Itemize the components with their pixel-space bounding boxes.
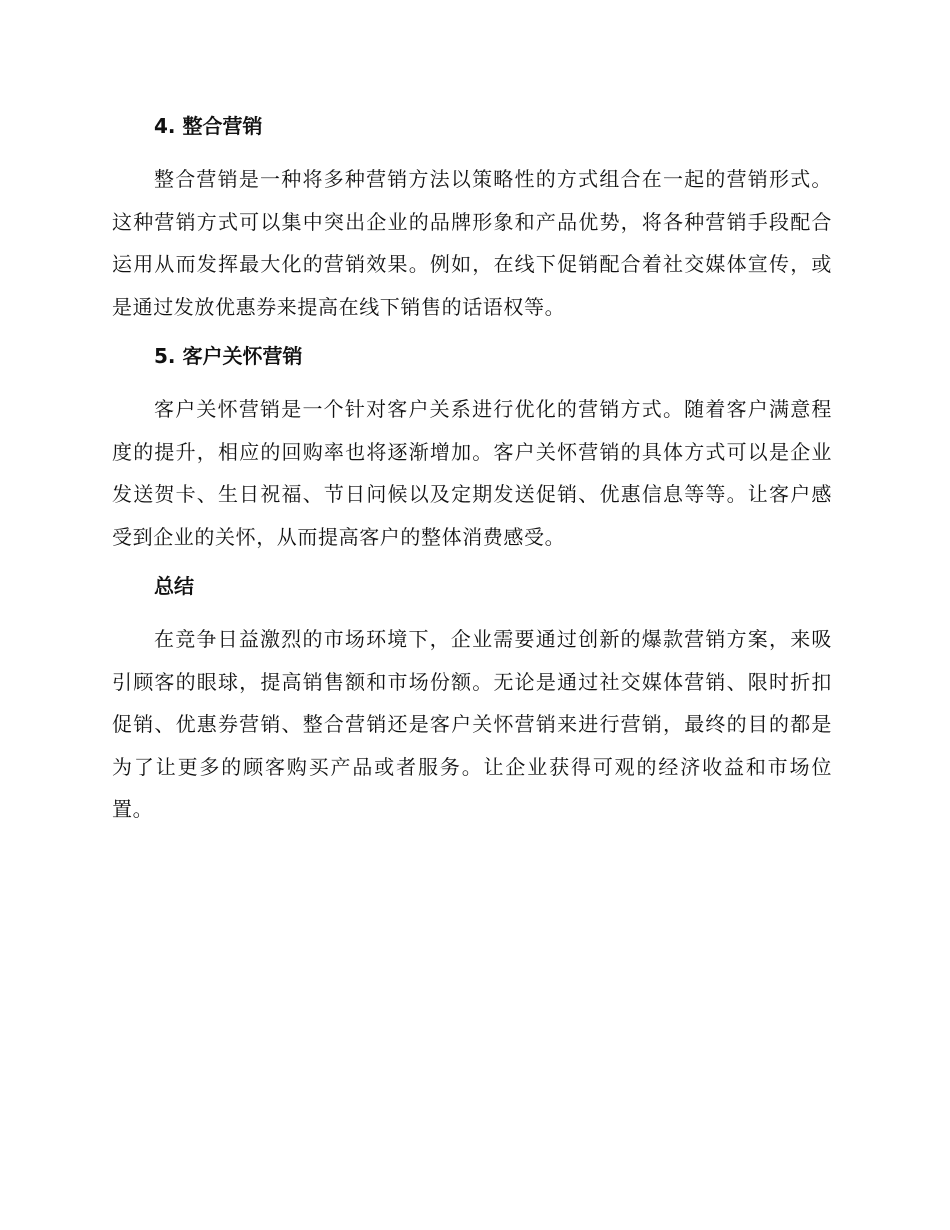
- section-heading-customer-care-marketing: 5. 客户关怀营销: [154, 344, 303, 368]
- section-paragraph-summary: 在竞争日益激烈的市场环境下，企业需要通过创新的爆款营销方案，来吸引顾客的眼球，提高销售额和市场份额。无论是通过社交媒体营销、限时折扣促销、优惠券营销、整合营销还是客户关怀营销来进行营销，最终的目的都是为了让更多的顾客购买产品或者服务。让企业获得可观的经济收益和市场位置。: [112, 627, 832, 821]
- section-heading-summary: 总结: [154, 574, 194, 598]
- section-heading-integrated-marketing: 4. 整合营销: [154, 114, 263, 138]
- section-paragraph-integrated-marketing: 整合营销是一种将多种营销方法以策略性的方式组合在一起的营销形式。这种营销方式可以集中突出企业的品牌形象和产品优势，将各种营销手段配合运用从而发挥最大化的营销效果。例如，在线下促销配合着社交媒体宣传，或是通过发放优惠券来提高在线下销售的话语权等。: [112, 167, 832, 319]
- section-paragraph-customer-care-marketing: 客户关怀营销是一个针对客户关系进行优化的营销方式。随着客户满意程度的提升，相应的回购率也将逐渐增加。客户关怀营销的具体方式可以是企业发送贺卡、生日祝福、节日问候以及定期发送促销、优惠信息等等。让客户感受到企业的关怀，从而提高客户的整体消费感受。: [112, 397, 832, 549]
- document-body: [112, 110, 832, 843]
